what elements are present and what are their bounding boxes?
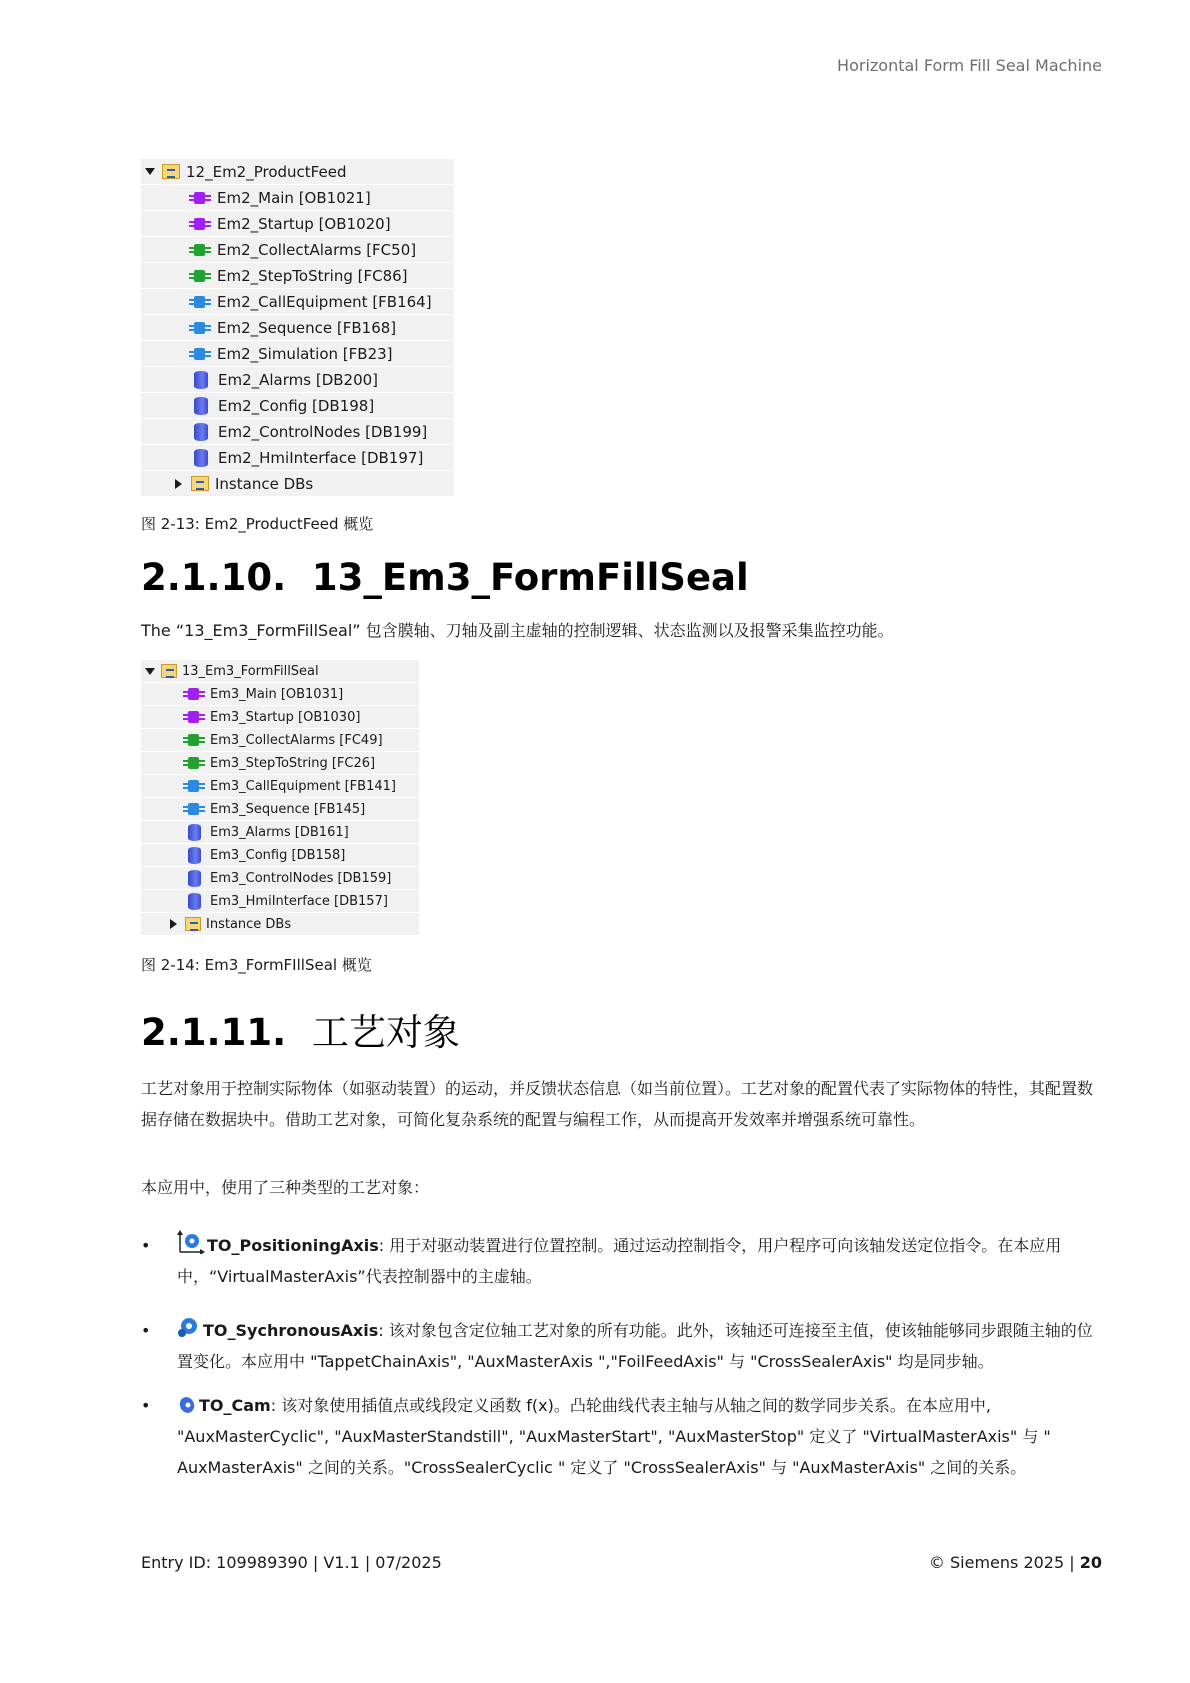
ob-block-icon [189, 218, 211, 230]
section-title: 工艺对象 [311, 1011, 460, 1054]
bullet-dot: • [141, 1321, 151, 1340]
tree-item-label: Em2_Startup [OB1020] [217, 214, 391, 233]
tree-item[interactable] [141, 775, 419, 798]
db-icon [194, 449, 208, 467]
fb-block-icon [183, 780, 205, 792]
tree-item-label: Em2_Alarms [DB200] [218, 370, 379, 389]
bullet-positioning-axis [141, 1230, 1101, 1292]
tree-item[interactable] [141, 393, 454, 419]
tree-item[interactable] [141, 185, 454, 211]
ob-block-icon [189, 192, 211, 204]
tree-item[interactable] [141, 706, 419, 729]
tree-item[interactable] [141, 890, 419, 913]
bullet-text: : 该对象包含定位轴工艺对象的所有功能。此外，该轴还可连接至主值，使该轴能够同步跟随主轴的位置变化。本应用中 "TappetChainAxis", "AuxMasterAxis ","FoilFeedAxis" 与 "CrossSealerAxis" 均是同步轴。 [177, 1321, 1093, 1371]
tree-root-label: 12_Em2_ProductFeed [186, 162, 347, 181]
tree-item-label: Em3_Alarms [DB161] [210, 824, 349, 840]
section-description: The “13_Em3_FormFillSeal” 包含膜轴、刀轴及副主虚轴的控制逻辑、状态监测以及报警采集监控功能。 [141, 621, 894, 640]
footer-copyright [929, 1553, 1102, 1572]
tree-item-label: Em2_ControlNodes [DB199] [218, 422, 428, 441]
tree-item[interactable] [141, 237, 454, 263]
section-heading-2-1-10 [141, 556, 749, 599]
tree-item[interactable] [141, 683, 419, 706]
tree-item-label: Em3_CollectAlarms [FC49] [210, 732, 383, 748]
tree-item[interactable] [141, 445, 454, 471]
tree-item-label: Em3_Main [OB1031] [210, 686, 344, 702]
expand-caret-icon[interactable] [145, 168, 155, 175]
tree-item-label: Em3_HmiInterface [DB157] [210, 893, 388, 909]
bullet-text: : 用于对驱动装置进行位置控制。通过运动控制指令，用户程序可向该轴发送定位指令。在本应用中，“VirtualMasterAxis”代表控制器中的主虚轴。 [177, 1236, 1062, 1286]
db-icon [194, 423, 208, 441]
bullet-dot: • [141, 1236, 151, 1255]
fb-block-icon [183, 803, 205, 815]
program-folder-icon [162, 164, 180, 179]
footer-entry-id: Entry ID: 109989390 | V1.1 | 07/2025 [141, 1553, 442, 1572]
bullet-term: TO_Cam [199, 1396, 271, 1415]
tree-item[interactable] [141, 211, 454, 237]
ob-block-icon [183, 711, 205, 723]
collapse-caret-icon[interactable] [170, 919, 177, 929]
fc-block-icon [189, 244, 211, 256]
expand-caret-icon[interactable] [145, 668, 155, 675]
bullet-term: TO_SychronousAxis [203, 1321, 379, 1340]
tree-item-label: Em2_Main [OB1021] [217, 188, 371, 207]
fc-block-icon [183, 757, 205, 769]
tree-item-label: Em2_Sequence [FB168] [217, 318, 397, 337]
tree-item-label: Em3_Config [DB158] [210, 847, 346, 863]
cam-icon [177, 1394, 197, 1414]
tree-item-label: Em2_Config [DB198] [218, 396, 375, 415]
tree-item-label: Em2_CallEquipment [FB164] [217, 292, 432, 311]
db-icon [188, 824, 201, 841]
folder-icon [185, 917, 201, 931]
fb-block-icon [189, 348, 211, 360]
folder-icon [191, 476, 209, 491]
tree-item-label: Em2_HmiInterface [DB197] [218, 448, 424, 467]
figure-caption: 图 2-13: Em2_ProductFeed 概览 [141, 515, 374, 533]
tree-item[interactable] [141, 844, 419, 867]
db-icon [188, 870, 201, 887]
bullet-cam [141, 1390, 1101, 1483]
tree-item-label: Em2_Simulation [FB23] [217, 344, 393, 363]
tree-item[interactable] [141, 289, 454, 315]
tree-root-row[interactable] [141, 660, 419, 683]
program-folder-icon [161, 664, 177, 678]
section-intro: 本应用中，使用了三种类型的工艺对象： [141, 1178, 430, 1197]
collapse-caret-icon[interactable] [175, 479, 182, 489]
tree-item[interactable] [141, 367, 454, 393]
db-icon [188, 893, 201, 910]
tree-item-label: Em3_ControlNodes [DB159] [210, 870, 392, 886]
fc-block-icon [183, 734, 205, 746]
positioning-axis-icon [177, 1230, 205, 1254]
tree-item-label: Em3_CallEquipment [FB141] [210, 778, 396, 794]
bullet-term: TO_PositioningAxis [207, 1236, 379, 1255]
tree-item[interactable] [141, 729, 419, 752]
fb-block-icon [189, 296, 211, 308]
db-icon [188, 847, 201, 864]
copyright-text: © Siemens 2025 | [928, 1553, 1080, 1572]
section-title: 13_Em3_FormFillSeal [311, 556, 749, 599]
tree-item-label: Em2_CollectAlarms [FC50] [217, 240, 417, 259]
tree-item-label: Em2_StepToString [FC86] [217, 266, 408, 285]
project-tree-em2 [141, 159, 454, 497]
section-number: 2.1.10. [141, 556, 287, 599]
page-number: 20 [1079, 1553, 1102, 1572]
figure-caption: 图 2-14: Em3_FormFIllSeal 概览 [141, 956, 372, 974]
running-header: Horizontal Form Fill Seal Machine [837, 56, 1102, 75]
tree-subfolder-label: Instance DBs [215, 474, 314, 493]
section-heading-2-1-11 [141, 1002, 460, 1056]
db-icon [194, 397, 208, 415]
section-number: 2.1.11. [141, 1011, 287, 1054]
section-paragraph: 工艺对象用于控制实际物体（如驱动装置）的运动，并反馈状态信息（如当前位置）。工艺对象的配置代表了实际物体的特性，其配置数据存储在数据块中。借助工艺对象，可简化复杂系统的配置与编程工作，从而提高开发效率并增强系统可靠性。 [141, 1079, 1094, 1129]
tree-subfolder-row[interactable] [141, 471, 454, 497]
tree-item[interactable] [141, 263, 454, 289]
bullet-text: : 该对象使用插值点或线段定义函数 f(x)。凸轮曲线代表主轴与从轴之间的数学同步关系。在本应用中, "AuxMasterCyclic", "AuxMasterStandstill", "AuxMasterStart", "AuxMasterStop" 定义了 "VirtualMasterAxis" 与 " AuxMasterAxis" 之间的关系。"CrossSealerCyclic " 定义了 "CrossSealerAxis" 与 "AuxMasterAxis" 之间的关系。 [177, 1396, 1051, 1477]
bullet-synchronous-axis [141, 1315, 1101, 1377]
fb-block-icon [189, 322, 211, 334]
db-icon [194, 371, 208, 389]
bullet-dot: • [141, 1396, 151, 1415]
fc-block-icon [189, 270, 211, 282]
tree-root-label: 13_Em3_FormFillSeal [182, 663, 319, 679]
tree-item[interactable] [141, 867, 419, 890]
tree-subfolder-row[interactable] [141, 913, 419, 936]
project-tree-em3 [141, 660, 419, 936]
tree-subfolder-label: Instance DBs [206, 916, 292, 932]
synchronous-axis-icon [177, 1317, 201, 1339]
tree-item-label: Em3_Startup [OB1030] [210, 709, 361, 725]
tree-item-label: Em3_StepToString [FC26] [210, 755, 376, 771]
tree-item[interactable] [141, 752, 419, 775]
ob-block-icon [183, 688, 205, 700]
tree-item[interactable] [141, 341, 454, 367]
tree-item[interactable] [141, 419, 454, 445]
tree-root-row[interactable] [141, 159, 454, 185]
tree-item[interactable] [141, 798, 419, 821]
tree-item[interactable] [141, 821, 419, 844]
tree-item-label: Em3_Sequence [FB145] [210, 801, 366, 817]
tree-item[interactable] [141, 315, 454, 341]
